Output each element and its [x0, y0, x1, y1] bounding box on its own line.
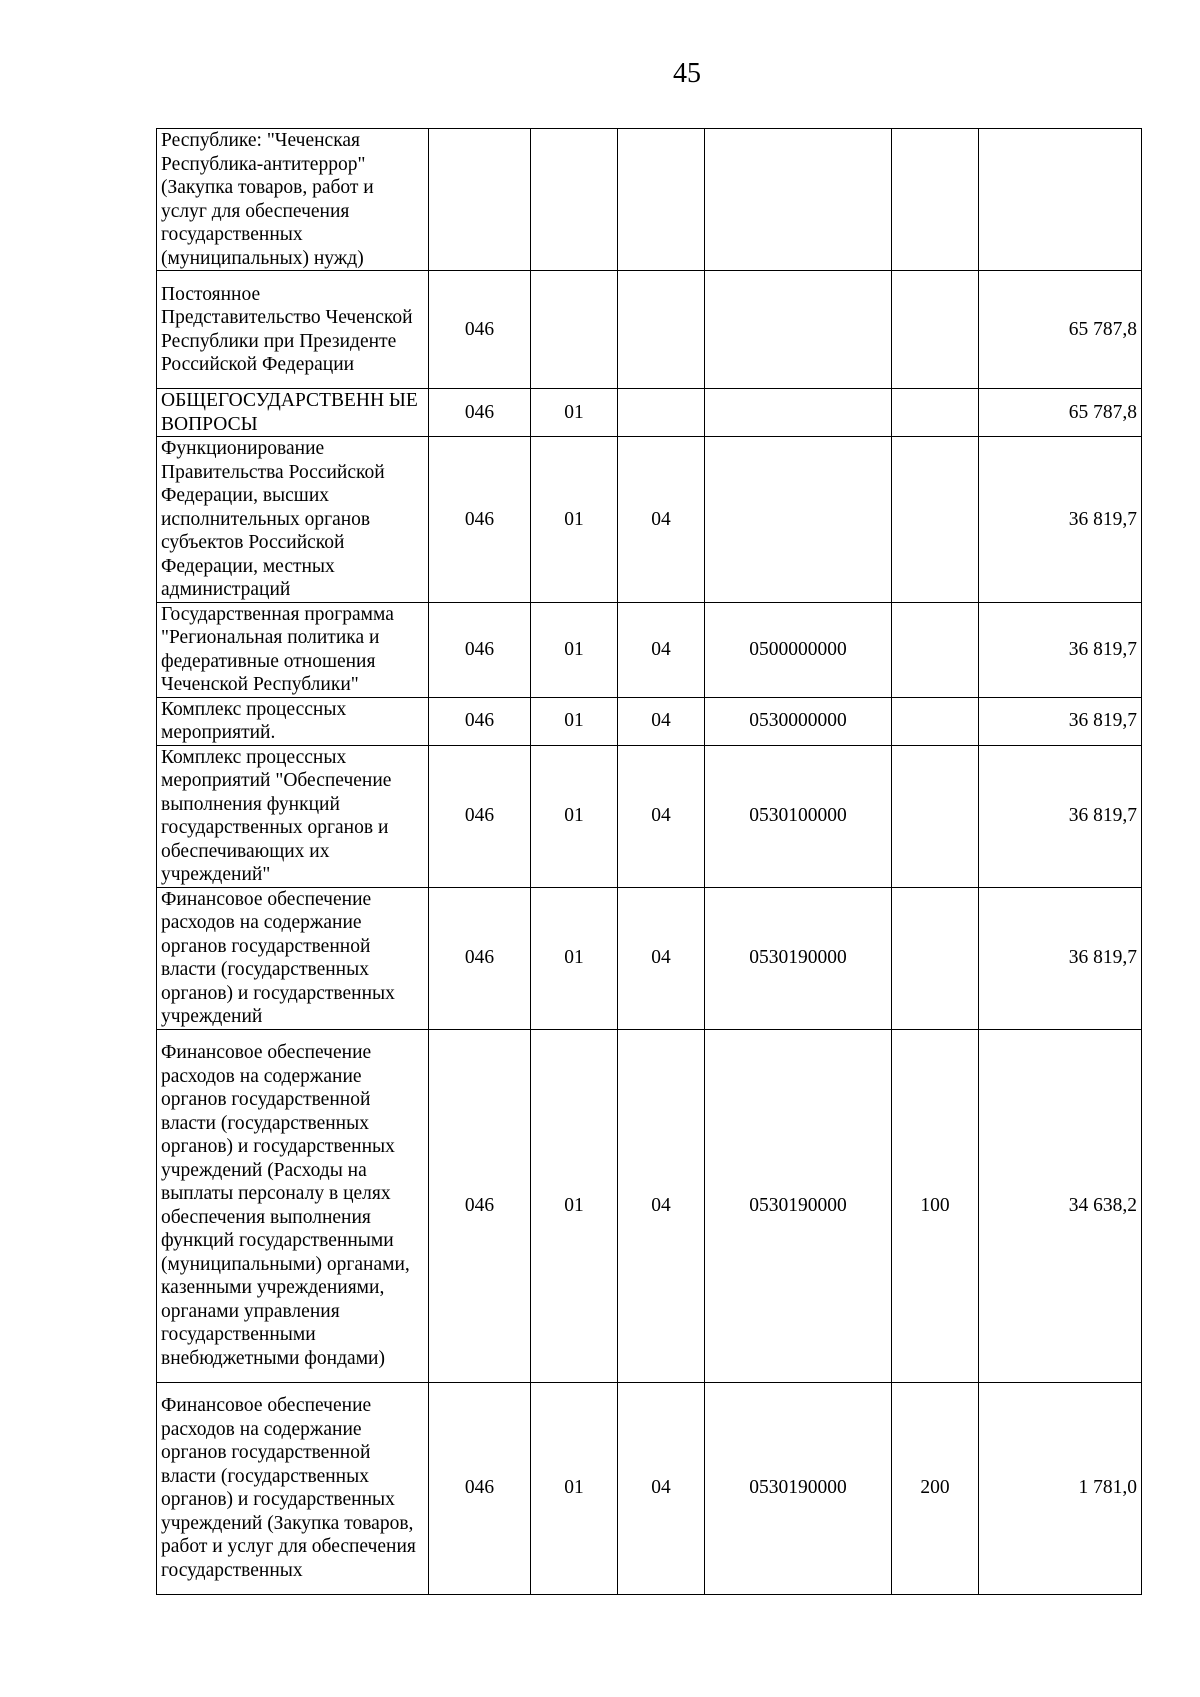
section-code: 01: [531, 697, 618, 745]
subsection-code: [618, 389, 705, 437]
expense-type-code: [892, 602, 979, 697]
table-row: [157, 389, 1142, 437]
subsection-code: 04: [618, 602, 705, 697]
amount: 36 819,7: [979, 437, 1142, 603]
amount: 34 638,2: [979, 1029, 1142, 1382]
target-article-code: [705, 271, 892, 389]
amount: 65 787,8: [979, 271, 1142, 389]
target-article-code: [705, 129, 892, 271]
expense-type-code: [892, 887, 979, 1029]
table-row: [157, 271, 1142, 389]
row-name: Финансовое обеспечение расходов на содержание органов государственной власти (государственных органов) и государственных учреждений (Расходы на выплаты персоналу в целях обеспечения выполнения функций государственными (муниципальными) органами, казенными учреждениями, органами управления государственными внебюджетными фондами): [157, 1029, 429, 1382]
section-code: 01: [531, 887, 618, 1029]
expense-type-code: 100: [892, 1029, 979, 1382]
table-row: [157, 887, 1142, 1029]
expense-type-code: [892, 437, 979, 603]
table-row: [157, 602, 1142, 697]
expense-type-code: 200: [892, 1382, 979, 1594]
row-name: Постоянное Представительство Чеченской Республики при Президенте Российской Федерации: [157, 271, 429, 389]
target-article-code: 0530000000: [705, 697, 892, 745]
target-article-code: 0500000000: [705, 602, 892, 697]
amount: [979, 129, 1142, 271]
expense-type-code: [892, 389, 979, 437]
row-name: ОБЩЕГОСУДАРСТВЕНН ЫЕ ВОПРОСЫ: [157, 389, 429, 437]
subsection-code: 04: [618, 1029, 705, 1382]
target-article-code: 0530190000: [705, 1382, 892, 1594]
row-name: Функционирование Правительства Российской Федерации, высших исполнительных органов субъектов Российской Федерации, местных администраций: [157, 437, 429, 603]
expense-type-code: [892, 271, 979, 389]
amount: 36 819,7: [979, 697, 1142, 745]
amount: 65 787,8: [979, 389, 1142, 437]
subsection-code: 04: [618, 437, 705, 603]
page-number: 45: [673, 58, 701, 89]
subsection-code: 04: [618, 1382, 705, 1594]
grbs-code: 046: [429, 1029, 531, 1382]
row-name: Комплекс процессных мероприятий "Обеспечение выполнения функций государственных органов и обеспечивающих их учреждений": [157, 745, 429, 887]
grbs-code: [429, 129, 531, 271]
subsection-code: [618, 271, 705, 389]
amount: 1 781,0: [979, 1382, 1142, 1594]
table-row: [157, 745, 1142, 887]
section-code: 01: [531, 1029, 618, 1382]
subsection-code: 04: [618, 887, 705, 1029]
grbs-code: 046: [429, 389, 531, 437]
grbs-code: 046: [429, 437, 531, 603]
budget-table: [156, 128, 1142, 1595]
target-article-code: [705, 389, 892, 437]
table-row: [157, 437, 1142, 603]
subsection-code: 04: [618, 745, 705, 887]
section-code: [531, 129, 618, 271]
subsection-code: 04: [618, 697, 705, 745]
section-code: 01: [531, 602, 618, 697]
amount: 36 819,7: [979, 745, 1142, 887]
table-row: [157, 697, 1142, 745]
amount: 36 819,7: [979, 602, 1142, 697]
grbs-code: 046: [429, 602, 531, 697]
table-row: [157, 1382, 1142, 1594]
grbs-code: 046: [429, 271, 531, 389]
subsection-code: [618, 129, 705, 271]
row-name: Комплекс процессных мероприятий.: [157, 697, 429, 745]
grbs-code: 046: [429, 697, 531, 745]
section-code: 01: [531, 389, 618, 437]
section-code: 01: [531, 1382, 618, 1594]
row-name: Государственная программа "Региональная политика и федеративные отношения Чеченской Республики": [157, 602, 429, 697]
target-article-code: 0530100000: [705, 745, 892, 887]
section-code: [531, 271, 618, 389]
row-name: Республике: "Чеченская Республика-антитеррор" (Закупка товаров, работ и услуг для обеспечения государственных (муниципальных) нужд): [157, 129, 429, 271]
grbs-code: 046: [429, 1382, 531, 1594]
expense-type-code: [892, 129, 979, 271]
grbs-code: 046: [429, 887, 531, 1029]
section-code: 01: [531, 437, 618, 603]
table-row: [157, 1029, 1142, 1382]
target-article-code: [705, 437, 892, 603]
amount: 36 819,7: [979, 887, 1142, 1029]
grbs-code: 046: [429, 745, 531, 887]
target-article-code: 0530190000: [705, 1029, 892, 1382]
target-article-code: 0530190000: [705, 887, 892, 1029]
row-name: Финансовое обеспечение расходов на содержание органов государственной власти (государственных органов) и государственных учреждений (Закупка товаров, работ и услуг для обеспечения государственных: [157, 1382, 429, 1594]
section-code: 01: [531, 745, 618, 887]
table-row: [157, 129, 1142, 271]
row-name: Финансовое обеспечение расходов на содержание органов государственной власти (государственных органов) и государственных учреждений: [157, 887, 429, 1029]
expense-type-code: [892, 697, 979, 745]
expense-type-code: [892, 745, 979, 887]
